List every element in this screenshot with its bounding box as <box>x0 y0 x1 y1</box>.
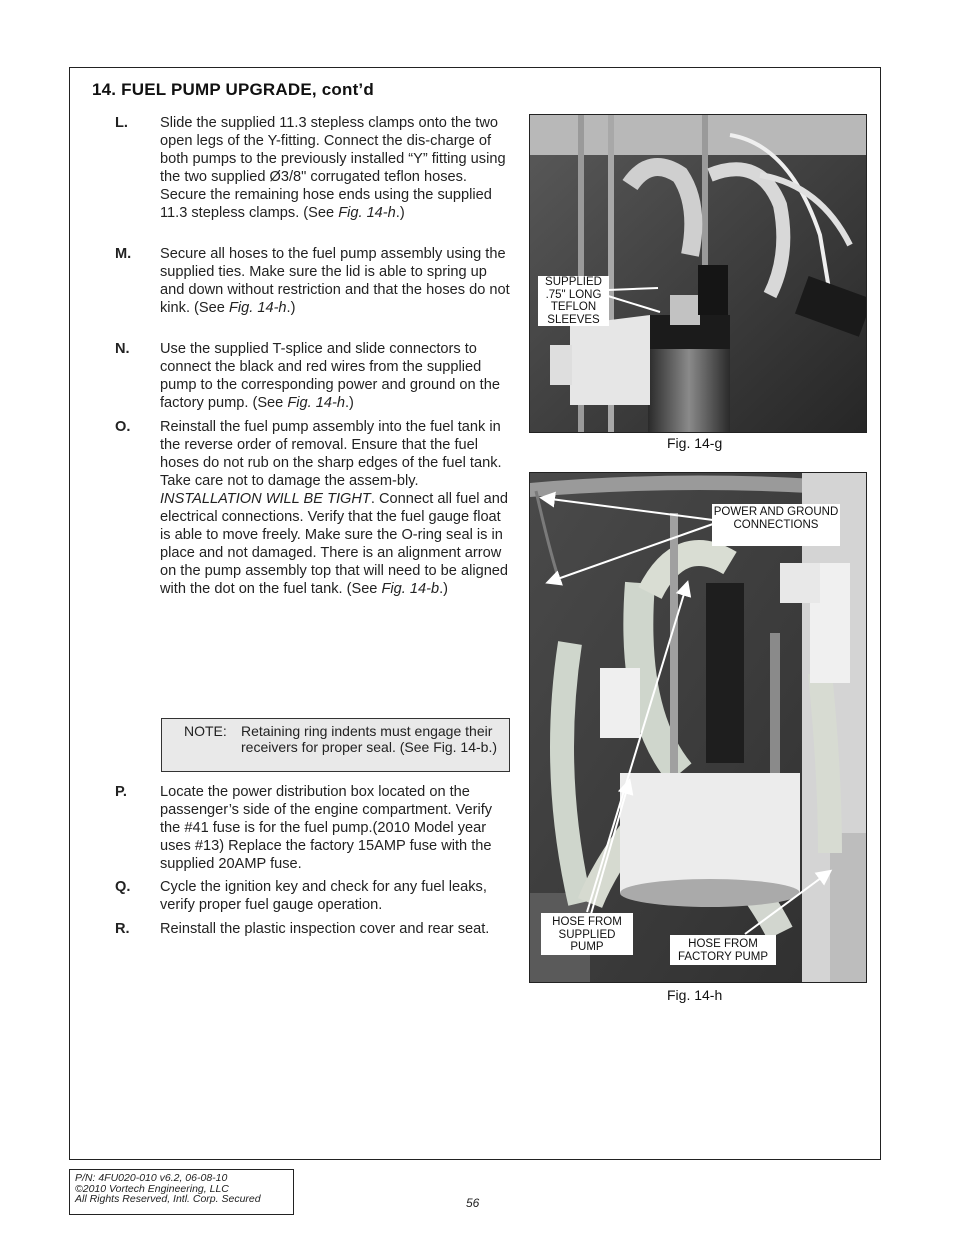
teflon-sleeves-callout: SUPPLIED .75" LONG TEFLON SLEEVES <box>538 276 609 326</box>
step-l <box>115 114 515 222</box>
step-letter: L. <box>115 115 128 131</box>
step-letter: R. <box>115 921 130 937</box>
factory-pump-hose-callout: HOSE FROM FACTORY PUMP <box>670 935 776 965</box>
step-letter: Q. <box>115 879 131 895</box>
step-letter: N. <box>115 341 130 357</box>
step-m <box>115 245 515 317</box>
note-text: Retaining ring indents must engage their receivers for proper seal. (See Fig. 14-b.) <box>241 723 497 755</box>
power-ground-callout: POWER AND GROUND CONNECTIONS <box>712 504 840 546</box>
step-n <box>115 340 515 412</box>
step-text: Locate the power distribution box located on the passenger’s side of the engine compartment. Verify the #41 fuse is for the fuel pump.(2010 Model year uses #13) Replace the factory 15AMP fuse with the supplied 20AMP fuse. <box>160 784 493 872</box>
step-letter: M. <box>115 246 132 262</box>
step-text: Secure all hoses to the fuel pump assembly using the supplied ties. Make sure the lid is able to spring up and down without restriction and that the hoses do not kink. (See Fig. 14-h.) <box>160 246 510 316</box>
part-number: P/N: 4FU020-010 v6.2, 06-08-10 <box>75 1172 228 1184</box>
figure-reference: Fig. 14-h <box>338 205 396 221</box>
figure-reference: Fig. 14-b <box>381 581 440 597</box>
figure-reference: Fig. 14-h <box>287 395 345 411</box>
step-text: Slide the supplied 11.3 stepless clamps onto the two open legs of the Y-fitting. Connect the dis-charge of both pumps to the previously installed “Y” fitting using the two supplied Ø3/8" corrugated teflon hoses. Secure the remaining hose ends using the supplied 11.3 stepless clamps. (See Fig. 14-h.) <box>160 115 506 221</box>
emphasis-text: INSTALLATION WILL BE TIGHT <box>160 491 371 507</box>
page-number: 56 <box>466 1196 480 1210</box>
fuel-pump-photo-g <box>529 114 867 433</box>
step-letter: P. <box>115 784 127 800</box>
step-r <box>115 920 515 938</box>
step-letter: O. <box>115 419 131 435</box>
step-text: Reinstall the plastic inspection cover and rear seat. <box>160 921 490 937</box>
step-o <box>115 418 515 598</box>
figure-caption-h: Fig. 14-h <box>667 987 723 1003</box>
figure-reference: Fig. 14-h <box>228 300 287 316</box>
callout-arrows-h <box>529 472 867 983</box>
section-heading: 14. FUEL PUMP UPGRADE, cont’d <box>92 80 374 99</box>
step-q <box>115 878 515 914</box>
footer-info-box <box>69 1169 294 1215</box>
note-box <box>161 718 510 772</box>
callout-arrows-g <box>600 280 670 320</box>
step-text: Cycle the ignition key and check for any fuel leaks, verify proper fuel gauge operation. <box>160 879 487 913</box>
copyright: ©2010 Vortech Engineering, LLC <box>75 1182 229 1195</box>
step-text: Reinstall the fuel pump assembly into the fuel tank in the reverse order of removal. Ensure that the fuel hoses do not rub on the sharp edges of the fuel tank. Take care not to damage the assem-bly. INSTALLATION WILL BE TIGHT. Connect all fuel and electrical connections. Verify that the fuel gauge float is able to move freely. Make sure the O-ring seal is in place and not damaged. There is an alignment arrow on the pump assembly top that will need to be aligned with the dot on the fuel tank. (See Fig. 14-b.) <box>160 419 509 597</box>
note-label: NOTE: <box>184 723 227 739</box>
step-text: Use the supplied T-splice and slide connectors to connect the black and red wires from the supplied pump to the corresponding power and ground on the factory pump. (See Fig. 14-h.) <box>160 341 500 411</box>
figure-caption-g: Fig. 14-g <box>667 435 723 451</box>
step-p <box>115 783 515 873</box>
supplied-pump-hose-callout: HOSE FROM SUPPLIED PUMP <box>541 913 633 955</box>
rights-notice: All Rights Reserved, Intl. Corp. Secured <box>75 1193 261 1205</box>
